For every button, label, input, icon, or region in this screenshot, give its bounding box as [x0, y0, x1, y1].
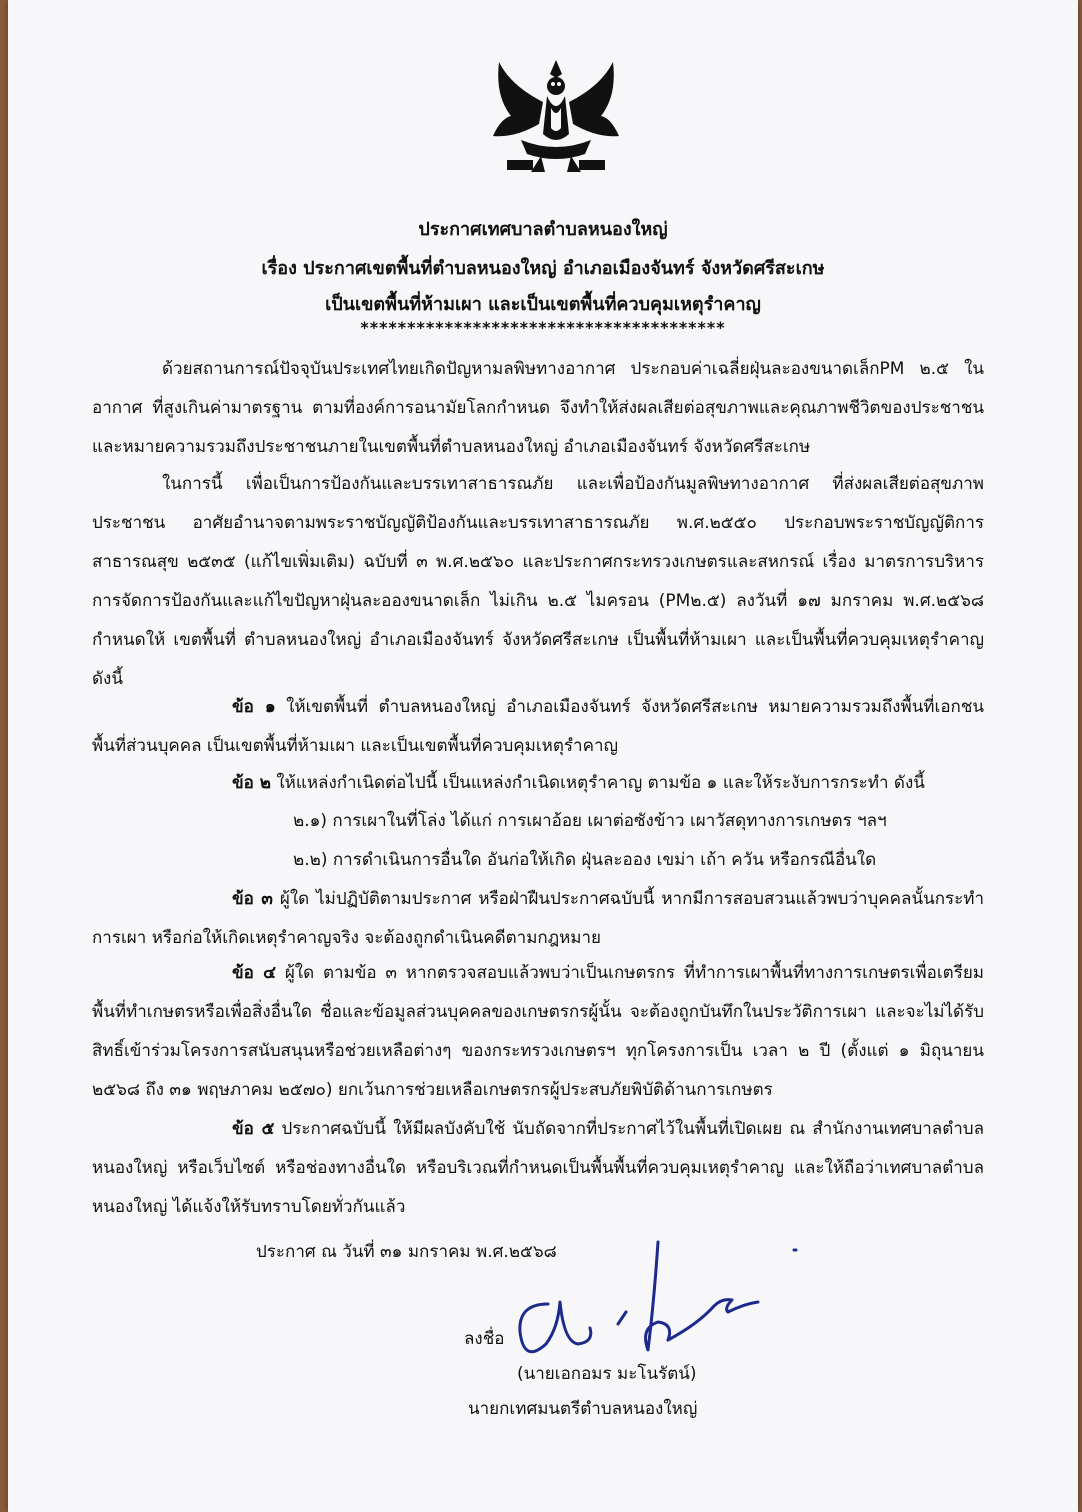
paragraph-authority: ในการนี้ เพื่อเป็นการป้องกันและบรรเทาสาธารณภัย และเพื่อป้องกันมูลพิษทางอากาศ ที่ส่งผลเสียต่อสุขภาพประชาชน อาศัยอำนาจตามพระราชบัญญัติป้องกันและบรรเทาสาธารณภัย พ.ศ.๒๕๕๐ ประกอบพระราชบัญญัติการสาธารณสุข ๒๕๓๕ (แก้ไขเพิ่มเติม) ฉบับที่ ๓ พ.ศ.๒๕๖๐ และประกาศกระทรวงเกษตรและสหกรณ์ เรื่อง มาตรการบริหารการจัดการป้องกันและแก้ไขปัญหาฝุ่นละอองขนาดเล็ก ไม่เกิน ๒.๕ ไมครอน (PM๒.๕) ลงวันที่ ๑๗ มกราคม พ.ศ.๒๕๖๘ กำหนดให้ เขตพื้นที่ ตำบลหนองใหญ่ อำเภอเมืองจันทร์ จังหวัดศรีสะเกษ เป็นพื้นที่ห้ามเผา และเป็นพื้นที่ควบคุมเหตุรำคาญ ดังนี้ — [92, 474, 984, 689]
clause-5-label: ข้อ ๕ — [232, 1119, 275, 1139]
announcement-date: ประกาศ ณ วันที่ ๓๑ มกราคม พ.ศ.๒๕๖๘ — [256, 1242, 557, 1262]
clause-1 — [92, 688, 984, 766]
clause-1-text: ให้เขตพื้นที่ ตำบลหนองใหญ่ อำเภอเมืองจันทร์ จังหวัดศรีสะเกษ หมายความรวมถึงพื้นที่เอกชน พื้นที่ส่วนบุคคล เป็นเขตพื้นที่ห้ามเผา และเป็นเขตพื้นที่ควบคุมเหตุรำคาญ — [92, 697, 984, 756]
clause-2-2: ๒.๒) การดำเนินการอื่นใด อันก่อให้เกิด ฝุ่นละออง เขม่า เถ้า ควัน หรือกรณีอื่นใด — [293, 850, 877, 870]
clause-3 — [92, 880, 984, 958]
signer-name: (นายเอกอมร มะโนรัตน์) — [517, 1364, 697, 1384]
clause-4 — [92, 954, 984, 1110]
clause-2-label: ข้อ ๒ — [232, 773, 271, 793]
clause-4-text: ผู้ใด ตามข้อ ๓ หากตรวจสอบแล้วพบว่าเป็นเกษตรกร ที่ทำการเผาพื้นที่ทางการเกษตรเพื่อเตรียมพื้นที่ทำเกษตรหรือเพื่อสิ่งอื่นใด ชื่อและข้อมูลส่วนบุคคลของเกษตรกรผู้นั้น จะต้องถูกบันทึกในประวัติการเผา และจะไม่ได้รับสิทธิ์เข้าร่วมโครงการสนับสนุนหรือช่วยเหลือต่างๆ ของกระทรวงเกษตรฯ ทุกโครงการเป็น เวลา ๒ ปี (ตั้งแต่ ๑ มิถุนายน ๒๕๖๘ ถึง ๓๑ พฤษภาคม ๒๕๗๐) ยกเว้นการช่วยเหลือเกษตรกรผู้ประสบภัยพิบัติด้านการเกษตร — [92, 963, 984, 1100]
clause-3-label: ข้อ ๓ — [232, 889, 273, 909]
handwritten-signature — [508, 1232, 808, 1372]
clause-5 — [92, 1110, 984, 1227]
clause-2-1: ๒.๑) การเผาในที่โล่ง ได้แก่ การเผาอ้อย เผาต่อซังข้าว เผาวัสดุทางการเกษตร ฯลฯ — [293, 811, 887, 831]
signer-position: นายกเทศมนตรีตำบลหนองใหญ่ — [468, 1399, 698, 1419]
announcement-subject: เรื่อง ประกาศเขตพื้นที่ตำบลหนองใหญ่ อำเภอเมืองจันทร์ จังหวัดศรีสะเกษ — [261, 258, 825, 279]
paragraph-background: ด้วยสถานการณ์ปัจจุบันประเทศไทยเกิดปัญหามลพิษทางอากาศ ประกอบค่าเฉลี่ยฝุ่นละองขนาดเล็กPM ๒.๕ ในอากาศ ที่สูงเกินค่ามาตรฐาน ตามที่องค์การอนามัยโลกกำหนด จึงทำให้ส่งผลเสียต่อสุขภาพและคุณภาพชีวิตของประชาชน และหมายความรวมถึงประชาชนภายในเขตพื้นที่ตำบลหนองใหญ่ อำเภอเมืองจันทร์ จังหวัดศรีสะเกษ — [92, 359, 984, 457]
clause-5-text: ประกาศฉบับนี้ ให้มีผลบังคับใช้ นับถัดจากที่ประกาศไว้ในพื้นที่เปิดเผย ณ สำนักงานเทศบาลตำบลหนองใหญ่ หรือเว็บไซต์ หรือช่องทางอื่นใด หรือบริเวณที่กำหนดเป็นพื้นพื้นที่ควบคุมเหตุรำคาญ และให้ถือว่าเทศบาลตำบลหนองใหญ่ ได้แจ้งให้รับทราบโดยทั่วกันแล้ว — [92, 1119, 984, 1217]
document-page — [8, 0, 1078, 1512]
clause-2 — [92, 764, 984, 803]
clause-2-text: ให้แหล่งกำเนิดต่อไปนี้ เป็นแหล่งกำเนิดเหตุรำคาญ ตามข้อ ๑ และให้ระงับการกระทำ ดังนี้ — [270, 773, 925, 793]
announcement-subject-line2: เป็นเขตพื้นที่ห้ามเผา และเป็นเขตพื้นที่ควบคุมเหตุรำคาญ — [325, 294, 761, 315]
signature-label: ลงชื่อ — [464, 1329, 505, 1349]
separator-stars: *************************************** — [360, 318, 726, 337]
announcement-title: ประกาศเทศบาลตำบลหนองใหญ่ — [418, 219, 668, 240]
clause-1-label: ข้อ ๑ — [232, 697, 276, 717]
clause-3-text: ผู้ใด ไม่ปฏิบัติตามประกาศ หรือฝ่าฝืนประกาศฉบับนี้ หากมีการสอบสวนแล้วพบว่าบุคคลนั้นกระทำการเผา หรือก่อให้เกิดเหตุรำคาญจริง จะต้องถูกดำเนินคดีตามกฎหมาย — [92, 889, 985, 948]
garuda-emblem-icon — [481, 56, 631, 180]
clause-4-label: ข้อ ๔ — [232, 963, 277, 983]
